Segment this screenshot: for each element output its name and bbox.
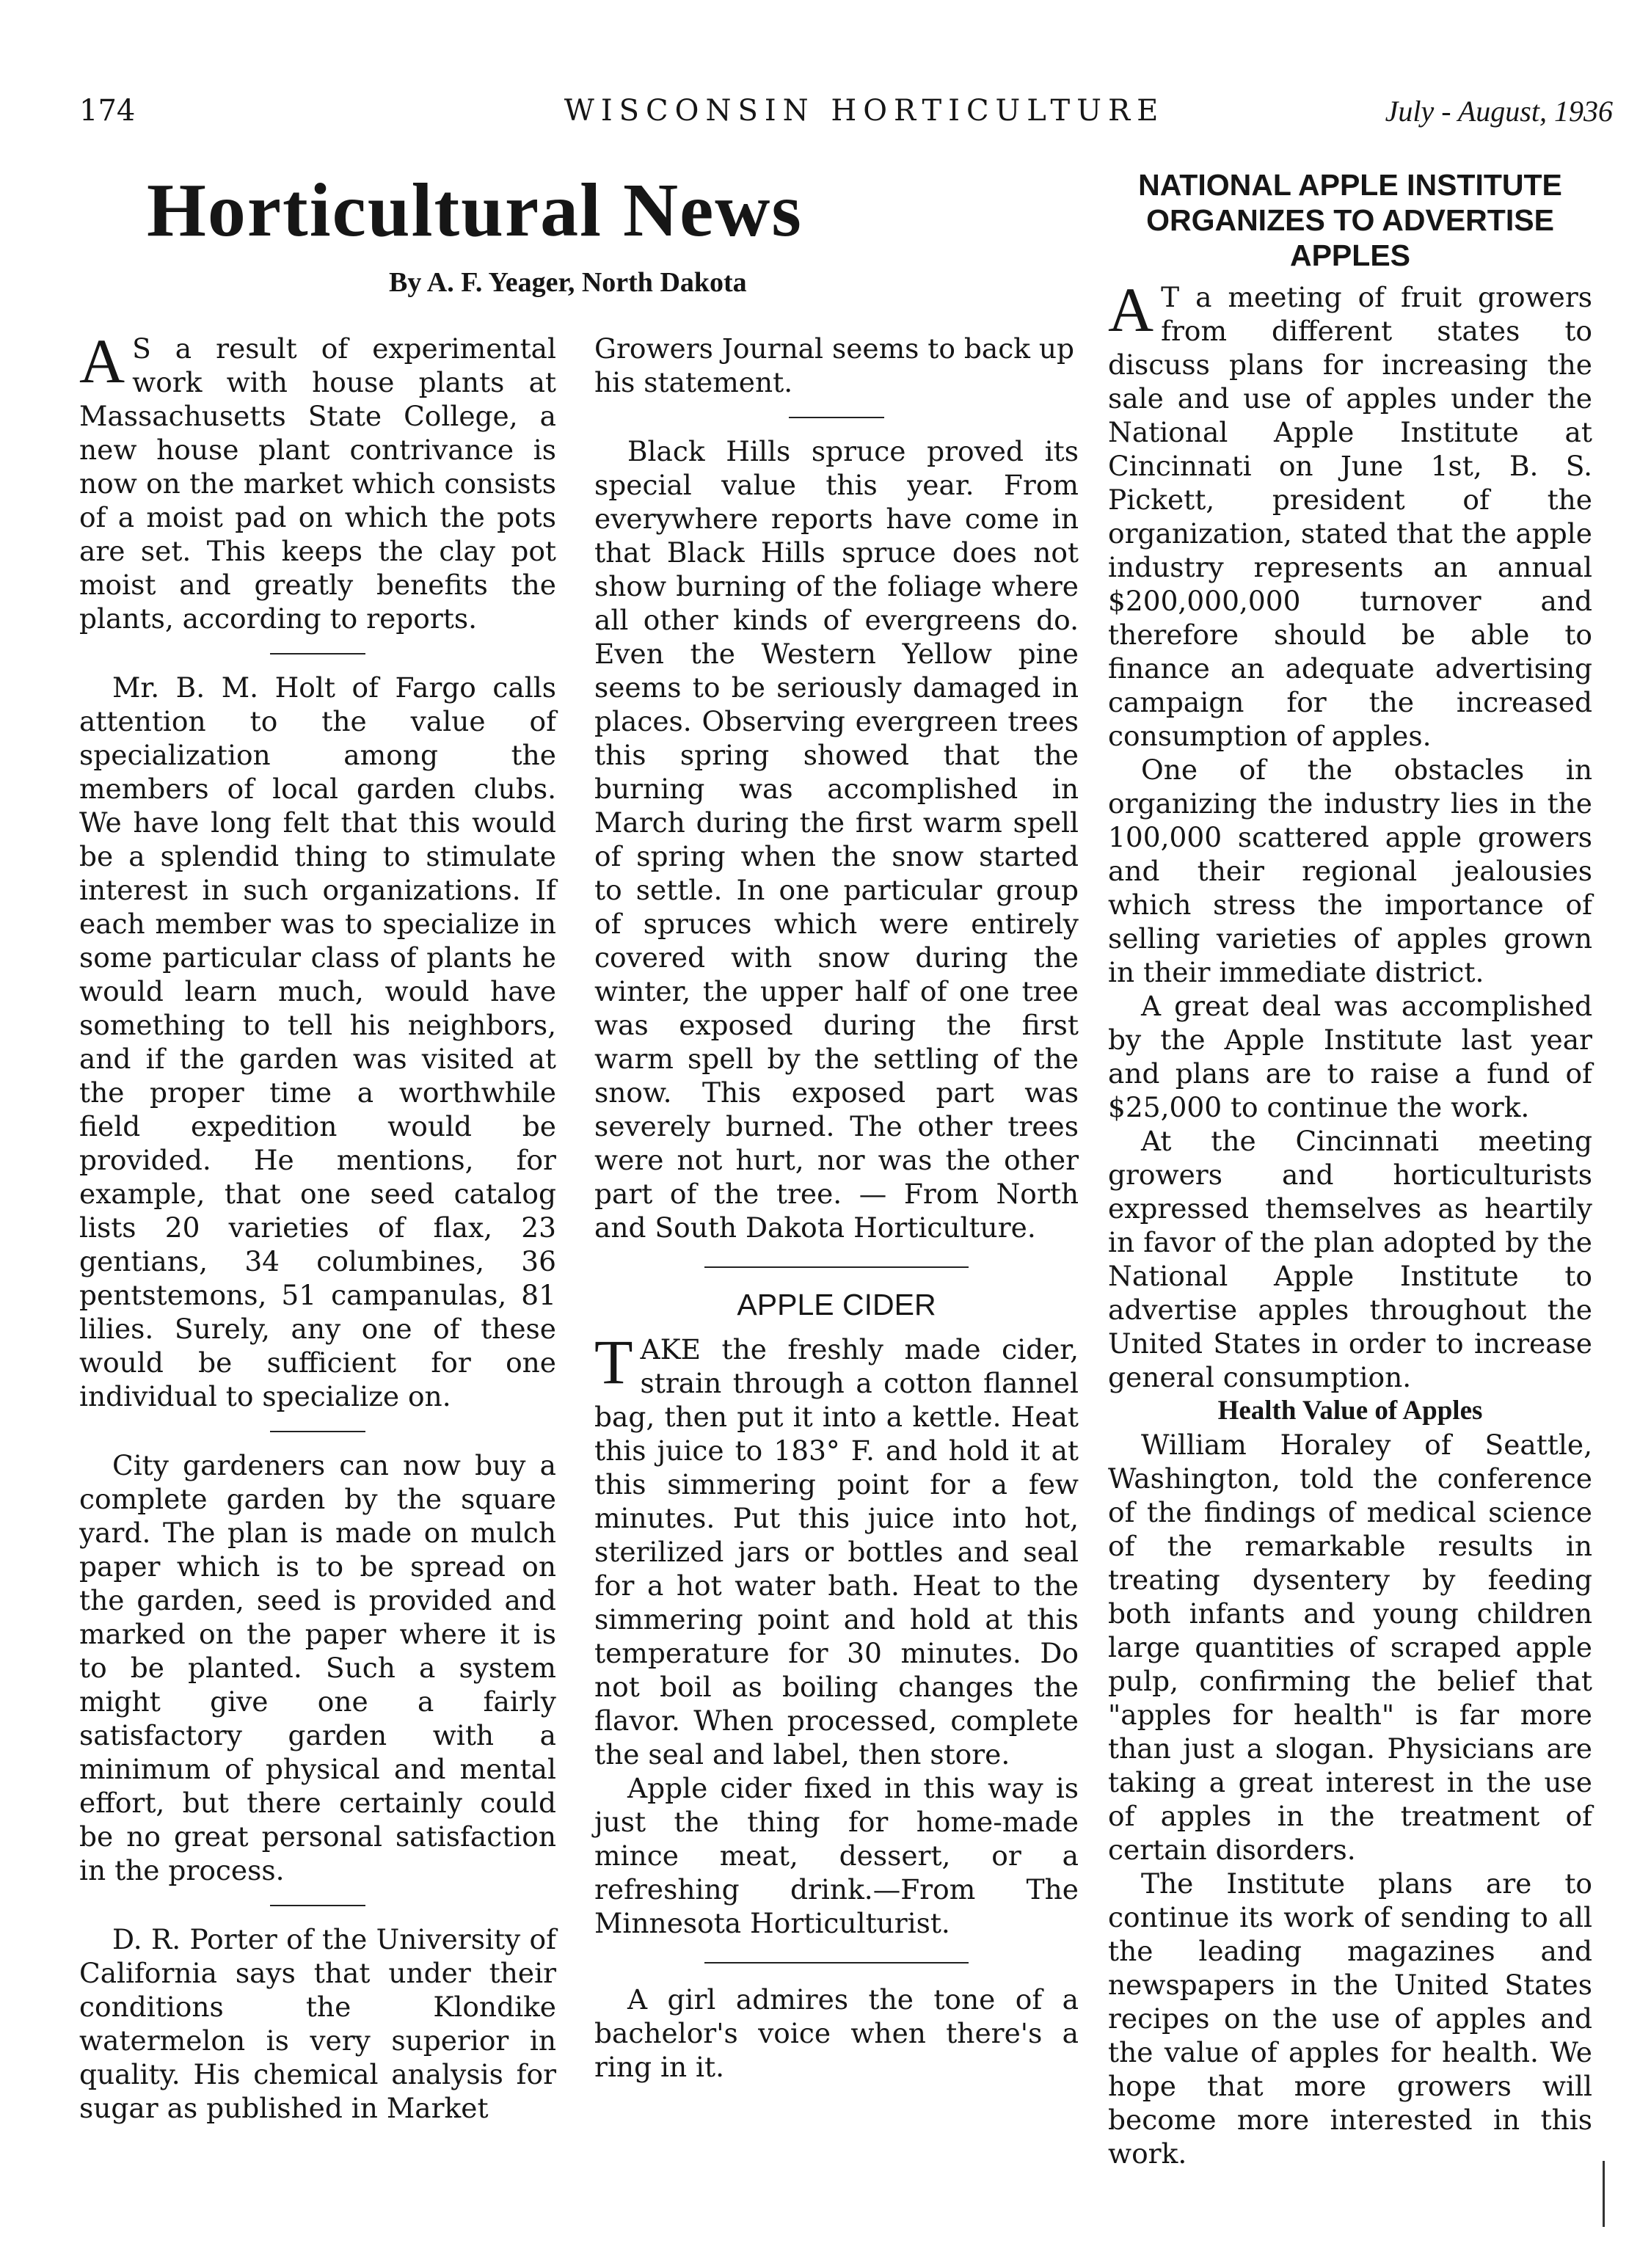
issue-date: July - August, 1936: [1385, 95, 1613, 128]
column-1: [79, 326, 556, 2125]
paragraph-cider-use: Apple cider fixed in this way is just the thing for home-made mince meat, dessert, or a refreshing drink.—From The Minnesota Horticulturist.: [594, 1772, 1079, 1939]
paragraph-cider-recipe: TAKE the freshly made cider, strain through a cotton flannel bag, then put it into a kettle. Heat this juice to 183° F. and hold it at this simmering point for a few minutes. Put this juice into hot, sterilized jars or bottles and seal for a hot water bath. Heat to the simmering point and hold at this temperature for 30 minutes. Do not boil as boiling changes the flavor. When processed, complete the seal and label, then store.: [594, 1327, 1079, 1771]
article-title: Horticultural News: [147, 168, 803, 252]
paragraph-cincinnati: At the Cincinnati meeting growers and horticulturists expressed themselves as heartily in favor of the plan adopted by the National Apple Institute to advertise apples throughout the United States in order to increase general consumption.: [1108, 1125, 1592, 1393]
paragraph-institute-meeting: A T a meeting of fruit growers from different states to discuss plans for increasing the sale and use of apples under the National Apple Institute at Cincinnati on June 1st, B. S. Pickett, president of the organization, stated that the apple industry represents an annual $200,000,000 turnover and therefore should be able to finance an adequate advertising campaign for the increased consumption of apples.: [1108, 274, 1592, 752]
page-edge-line: [1603, 2161, 1605, 2227]
column-2: [594, 332, 1079, 2084]
paragraph-continued: Growers Journal seems to back up his statement.: [594, 332, 1075, 398]
running-header: [79, 94, 1613, 138]
paragraph-spruce: Black Hills spruce proved its special value this year. From everywhere reports have come in that Black Hills spruce does not show burning of the foliage where all other kinds of evergreens do. Even the Western Yellow pine seems to be seriously damaged in places. Observing evergreen trees this spring showed that the burning was accomplished in March during the first warm spell of spring when the snow started to settle. In one particular group of spruces which were entirely covered with snow during the winter, the upper half of one tree was exposed during the first warm spell by the settling of the snow. This exposed part was severely burned. The other trees were not hurt, nor was the other part of the tree. — From North and South Dakota Horticulture.: [594, 435, 1079, 1244]
paragraph-health: William Horaley of Seattle, Washington, told the conference of the findings of medical science of the remarkable results in treating dysentery by feeding both infants and young children large quantities of scraped apple pulp, confirming the belief that "apples for health" is far more than just a slogan. Physicians are taking a great interest in the use of apples in the treatment of certain disorders.: [1108, 1429, 1592, 1866]
drop-cap: T: [594, 1327, 633, 1397]
divider: [704, 1962, 969, 1963]
drop-cap: A: [1108, 274, 1154, 345]
section-title-apple-cider: APPLE CIDER: [737, 1288, 936, 1321]
column-3: [1108, 167, 1592, 2170]
paragraph-joke: A girl admires the tone of a bachelor's voice when there's a ring in it.: [594, 1983, 1079, 2083]
paragraph-institute-plans: The Institute plans are to continue its work of sending to all the leading magazines and newspapers in the United States recipes on the use of apples and the value of apples for health. We hope that more growers will become more interested in this work.: [1108, 1867, 1592, 2170]
paragraph-specialization: Mr. B. M. Holt of Fargo calls attention to the value of specialization among the members of local garden clubs. We have long felt that this would be a splendid thing to stimulate interest in such organizations. If each member was to specialize in some particular class of plants he would learn much, would have something to tell his neighbors, and if the garden was visited at the proper time a worthwhile field expedition would be provided. He mentions, for example, that one seed catalog lists 20 varieties of flax, 23 gentians, 34 columbines, 36 pentstemons, 51 campanulas, 81 lilies. Surely, any one of these would be sufficient for one individual to specialize on.: [79, 671, 556, 1412]
journal-title: WISCONSIN HORTICULTURE: [564, 94, 1165, 128]
paragraph-fund: A great deal was accomplished by the Apple Institute last year and plans are to raise a fund of $25,000 to continue the work.: [1108, 990, 1592, 1123]
drop-cap: A: [79, 326, 125, 396]
divider: [789, 417, 884, 418]
paragraph-obstacles: One of the obstacles in organizing the industry lies in the 100,000 scattered apple growers and their regional jealousies which stress the importance of selling varieties of apples grown in their immediate district.: [1108, 754, 1592, 988]
divider: [704, 1266, 969, 1268]
section-title-apple-institute: NATIONAL APPLE INSTITUTE ORGANIZES TO ADVERTISE APPLES: [1138, 168, 1562, 272]
page-number: 174: [79, 94, 136, 128]
subheading-health-value: Health Value of Apples: [1217, 1396, 1483, 1426]
paragraph-garden-by-yard: City gardeners can now buy a complete garden by the square yard. The plan is made on mulch paper which is to be spread on the garden, seed is provided and marked on the paper where it is to be planted. Such a system might give one a fairly satisfactory garden with a minimum of physical and mental effort, but there certainly could be no great personal satisfaction in the process.: [79, 1449, 556, 1886]
divider: [270, 1431, 365, 1432]
article-byline: By A. F. Yeager, North Dakota: [389, 267, 747, 298]
divider: [270, 1905, 365, 1906]
divider: [270, 653, 365, 654]
paragraph-watermelon: D. R. Porter of the University of California says that under their conditions the Klondike watermelon is very superior in quality. His chemical analysis for sugar as published in Market: [79, 1923, 556, 2124]
paragraph-house-plants: A S a result of experimental work with house plants at Massachusetts State College, a new house plant contrivance is now on the market which consists of a moist pad on which the pots are set. This keeps the clay pot moist and greatly benefits the plants, according to reports.: [79, 326, 556, 635]
